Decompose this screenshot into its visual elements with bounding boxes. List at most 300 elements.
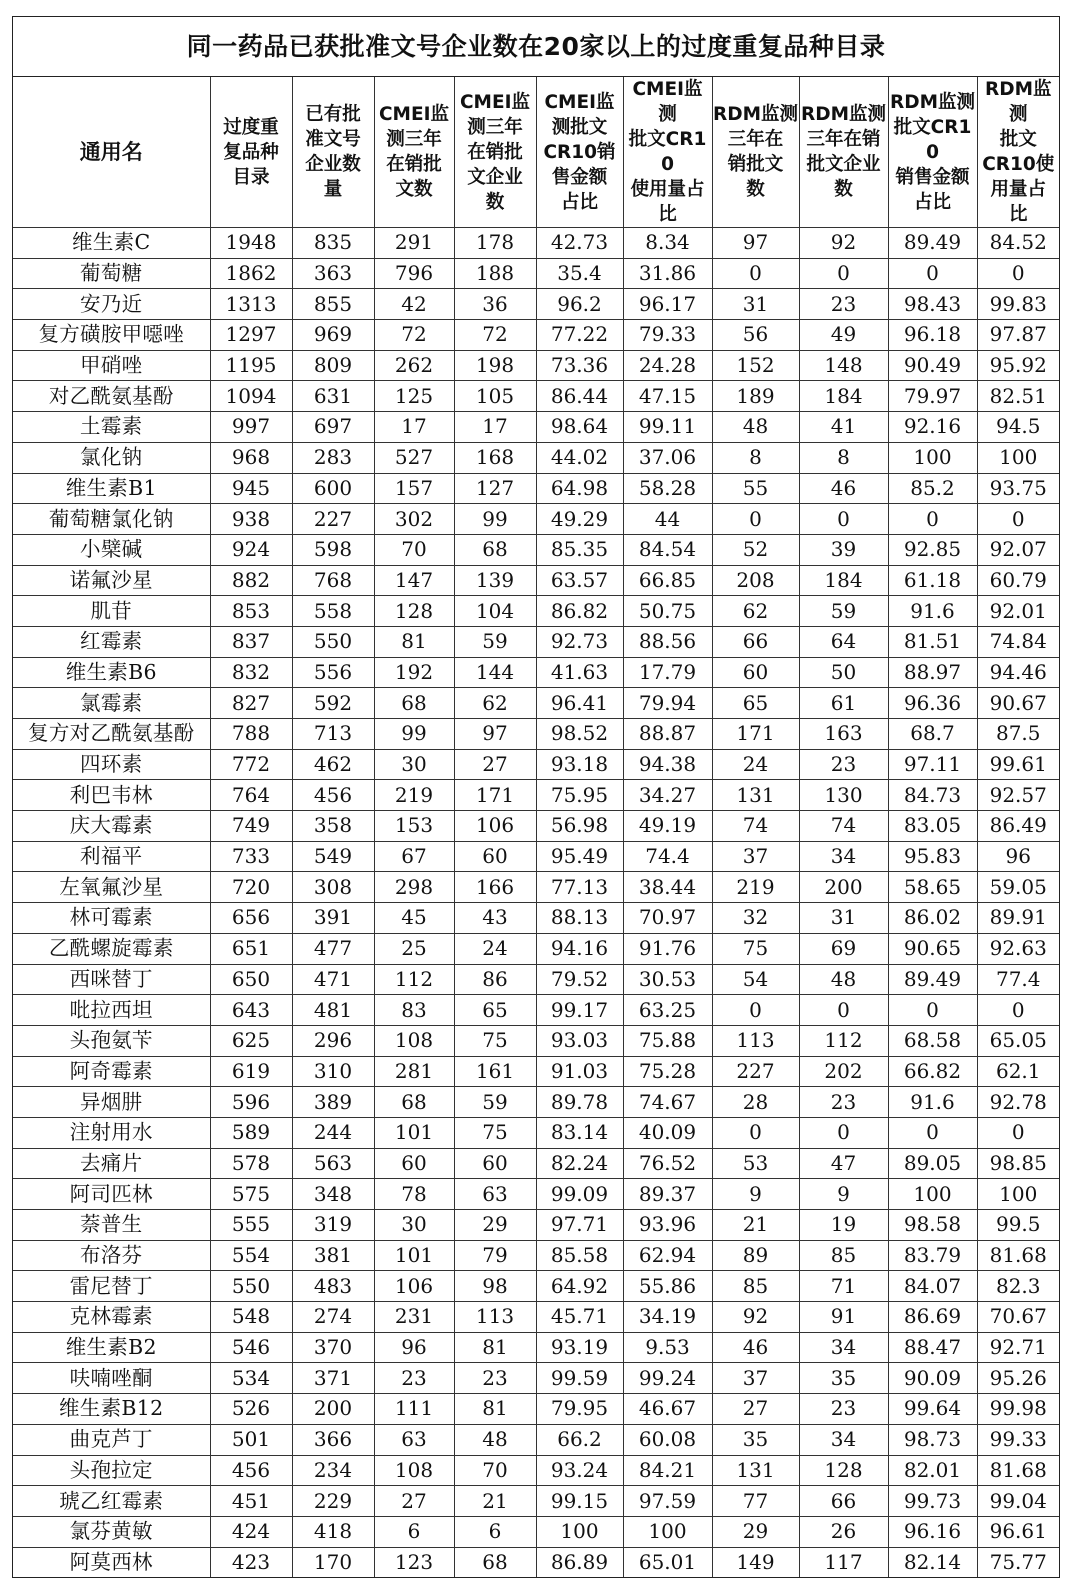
value-cell: 23 <box>799 1087 888 1118</box>
value-cell: 600 <box>292 473 374 504</box>
value-cell: 44 <box>623 504 712 535</box>
drug-name-cell: 头孢拉定 <box>13 1455 210 1486</box>
value-cell: 68 <box>374 1087 454 1118</box>
value-cell: 56.98 <box>536 811 623 842</box>
value-cell: 96.2 <box>536 289 623 320</box>
drug-name-cell: 庆大霉素 <box>13 811 210 842</box>
drug-name-cell: 曲克芦丁 <box>13 1424 210 1455</box>
drug-name-cell: 阿司匹林 <box>13 1179 210 1210</box>
column-header-4 <box>454 77 536 228</box>
value-cell: 0 <box>712 258 799 289</box>
value-cell: 98.43 <box>888 289 977 320</box>
value-cell: 656 <box>210 903 292 934</box>
value-cell: 208 <box>712 565 799 596</box>
value-cell: 58.28 <box>623 473 712 504</box>
column-header-line: 数 <box>834 179 853 200</box>
value-cell: 1094 <box>210 381 292 412</box>
value-cell: 88.13 <box>536 903 623 934</box>
value-cell: 68 <box>374 688 454 719</box>
drug-table <box>13 77 1059 1577</box>
drug-name-cell: 复方对乙酰氨基酚 <box>13 719 210 750</box>
value-cell: 589 <box>210 1117 292 1148</box>
column-header-line: 测批文 <box>551 116 608 138</box>
value-cell: 21 <box>454 1486 536 1517</box>
table-row <box>13 1148 1059 1179</box>
header-row <box>13 77 1059 228</box>
column-header-6 <box>623 77 712 228</box>
table-row <box>13 933 1059 964</box>
value-cell: 231 <box>374 1302 454 1333</box>
value-cell: 554 <box>210 1240 292 1271</box>
value-cell: 99.59 <box>536 1363 623 1394</box>
value-cell: 0 <box>977 995 1059 1026</box>
value-cell: 77 <box>712 1486 799 1517</box>
value-cell: 63.25 <box>623 995 712 1026</box>
value-cell: 96.36 <box>888 688 977 719</box>
value-cell: 370 <box>292 1332 374 1363</box>
value-cell: 391 <box>292 903 374 934</box>
value-cell: 79 <box>454 1240 536 1271</box>
value-cell: 1862 <box>210 258 292 289</box>
column-header-line: 企业数 <box>305 154 361 175</box>
value-cell: 139 <box>454 565 536 596</box>
value-cell: 70.97 <box>623 903 712 934</box>
value-cell: 32 <box>712 903 799 934</box>
value-cell: 113 <box>712 1025 799 1056</box>
value-cell: 1297 <box>210 320 292 351</box>
column-header-line: 占比 <box>913 191 951 213</box>
value-cell: 106 <box>454 811 536 842</box>
value-cell: 34.27 <box>623 780 712 811</box>
value-cell: 23 <box>374 1363 454 1394</box>
value-cell: 27 <box>374 1486 454 1517</box>
value-cell: 281 <box>374 1056 454 1087</box>
value-cell: 73.36 <box>536 350 623 381</box>
value-cell: 308 <box>292 872 374 903</box>
value-cell: 93.18 <box>536 749 623 780</box>
value-cell: 92.73 <box>536 626 623 657</box>
value-cell: 168 <box>454 442 536 473</box>
value-cell: 389 <box>292 1087 374 1118</box>
table-row <box>13 1394 1059 1425</box>
value-cell: 997 <box>210 412 292 443</box>
column-header-5 <box>536 77 623 228</box>
value-cell: 178 <box>454 228 536 259</box>
table-row <box>13 534 1059 565</box>
column-header-line: 过度重 <box>223 116 279 138</box>
value-cell: 48 <box>799 964 888 995</box>
value-cell: 99.24 <box>623 1363 712 1394</box>
value-cell: 549 <box>292 841 374 872</box>
value-cell: 85.35 <box>536 534 623 565</box>
drug-name-cell: 利巴韦林 <box>13 780 210 811</box>
value-cell: 42.73 <box>536 228 623 259</box>
value-cell: 75.28 <box>623 1056 712 1087</box>
value-cell: 47 <box>799 1148 888 1179</box>
value-cell: 6 <box>454 1516 536 1547</box>
column-header-line: 批文企业 <box>806 154 881 175</box>
value-cell: 89.37 <box>623 1179 712 1210</box>
value-cell: 95.26 <box>977 1363 1059 1394</box>
value-cell: 0 <box>977 258 1059 289</box>
table-row <box>13 1056 1059 1087</box>
value-cell: 46 <box>799 473 888 504</box>
drug-name-cell: 阿莫西林 <box>13 1547 210 1577</box>
value-cell: 21 <box>712 1210 799 1241</box>
drug-name-cell: 甲硝唑 <box>13 350 210 381</box>
table-row <box>13 688 1059 719</box>
value-cell: 52 <box>712 534 799 565</box>
value-cell: 59 <box>799 596 888 627</box>
value-cell: 262 <box>374 350 454 381</box>
value-cell: 77.4 <box>977 964 1059 995</box>
value-cell: 68 <box>454 534 536 565</box>
value-cell: 371 <box>292 1363 374 1394</box>
value-cell: 31 <box>799 903 888 934</box>
value-cell: 83 <box>374 995 454 1026</box>
value-cell: 37 <box>712 1363 799 1394</box>
value-cell: 79.94 <box>623 688 712 719</box>
value-cell: 125 <box>374 381 454 412</box>
value-cell: 149 <box>712 1547 799 1577</box>
value-cell: 23 <box>799 749 888 780</box>
table-row <box>13 1424 1059 1455</box>
value-cell: 53 <box>712 1148 799 1179</box>
value-cell: 86 <box>454 964 536 995</box>
column-header-line: 测三年 <box>386 129 442 150</box>
table-row <box>13 596 1059 627</box>
column-header-line: 用量占 <box>990 179 1046 200</box>
value-cell: 91 <box>799 1302 888 1333</box>
table-row <box>13 903 1059 934</box>
column-header-line: 数 <box>746 179 765 200</box>
value-cell: 17.79 <box>623 657 712 688</box>
value-cell: 144 <box>454 657 536 688</box>
table-title: 同一药品已获批准文号企业数在20家以上的过度重复品种目录 <box>13 17 1059 77</box>
value-cell: 37 <box>712 841 799 872</box>
value-cell: 96.17 <box>623 289 712 320</box>
table-row <box>13 811 1059 842</box>
value-cell: 945 <box>210 473 292 504</box>
value-cell: 66.82 <box>888 1056 977 1087</box>
column-header-line: 复品种 <box>223 141 279 163</box>
value-cell: 99.98 <box>977 1394 1059 1425</box>
value-cell: 0 <box>712 1117 799 1148</box>
value-cell: 713 <box>292 719 374 750</box>
value-cell: 65 <box>454 995 536 1026</box>
value-cell: 81.51 <box>888 626 977 657</box>
value-cell: 64.92 <box>536 1271 623 1302</box>
value-cell: 358 <box>292 811 374 842</box>
value-cell: 697 <box>292 412 374 443</box>
drug-name-cell: 琥乙红霉素 <box>13 1486 210 1517</box>
value-cell: 91.6 <box>888 596 977 627</box>
value-cell: 283 <box>292 442 374 473</box>
table-row <box>13 1302 1059 1333</box>
value-cell: 99.09 <box>536 1179 623 1210</box>
value-cell: 310 <box>292 1056 374 1087</box>
value-cell: 97.59 <box>623 1486 712 1517</box>
value-cell: 556 <box>292 657 374 688</box>
value-cell: 66 <box>799 1486 888 1517</box>
value-cell: 45.71 <box>536 1302 623 1333</box>
value-cell: 84.52 <box>977 228 1059 259</box>
table-row <box>13 1025 1059 1056</box>
value-cell: 0 <box>799 258 888 289</box>
drug-name-cell: 吡拉西坦 <box>13 995 210 1026</box>
table-row <box>13 872 1059 903</box>
value-cell: 36 <box>454 289 536 320</box>
value-cell: 100 <box>888 1179 977 1210</box>
value-cell: 72 <box>374 320 454 351</box>
document-page <box>12 16 1060 1578</box>
value-cell: 89.78 <box>536 1087 623 1118</box>
value-cell: 92.71 <box>977 1332 1059 1363</box>
value-cell: 8 <box>799 442 888 473</box>
column-header-line: RDM监测 <box>800 104 886 125</box>
column-header-line: CMEI监 <box>544 91 615 113</box>
value-cell: 625 <box>210 1025 292 1056</box>
value-cell: 65.01 <box>623 1547 712 1577</box>
value-cell: 1195 <box>210 350 292 381</box>
column-header-line: 批文 <box>999 129 1037 150</box>
value-cell: 348 <box>292 1179 374 1210</box>
table-row <box>13 964 1059 995</box>
value-cell: 772 <box>210 749 292 780</box>
value-cell: 94.5 <box>977 412 1059 443</box>
value-cell: 0 <box>888 504 977 535</box>
drug-name-cell: 克林霉素 <box>13 1302 210 1333</box>
drug-name-cell: 维生素C <box>13 228 210 259</box>
value-cell: 99.11 <box>623 412 712 443</box>
value-cell: 96 <box>977 841 1059 872</box>
value-cell: 827 <box>210 688 292 719</box>
value-cell: 302 <box>374 504 454 535</box>
table-row <box>13 1179 1059 1210</box>
value-cell: 96.41 <box>536 688 623 719</box>
value-cell: 98.52 <box>536 719 623 750</box>
value-cell: 578 <box>210 1148 292 1179</box>
value-cell: 89.91 <box>977 903 1059 934</box>
value-cell: 59.05 <box>977 872 1059 903</box>
value-cell: 98.85 <box>977 1148 1059 1179</box>
value-cell: 170 <box>292 1547 374 1577</box>
drug-name-cell: 红霉素 <box>13 626 210 657</box>
column-header-0 <box>13 77 210 228</box>
value-cell: 96.18 <box>888 320 977 351</box>
value-cell: 90.49 <box>888 350 977 381</box>
value-cell: 483 <box>292 1271 374 1302</box>
value-cell: 85.58 <box>536 1240 623 1271</box>
value-cell: 49.19 <box>623 811 712 842</box>
table-header <box>13 77 1059 228</box>
value-cell: 89.05 <box>888 1148 977 1179</box>
table-row <box>13 1271 1059 1302</box>
value-cell: 9.53 <box>623 1332 712 1363</box>
table-row <box>13 1240 1059 1271</box>
value-cell: 77.13 <box>536 872 623 903</box>
value-cell: 8.34 <box>623 228 712 259</box>
value-cell: 112 <box>374 964 454 995</box>
column-header-line: 批文CR10 <box>628 129 707 175</box>
value-cell: 0 <box>799 504 888 535</box>
value-cell: 147 <box>374 565 454 596</box>
value-cell: 48 <box>712 412 799 443</box>
value-cell: 27 <box>454 749 536 780</box>
value-cell: 0 <box>888 258 977 289</box>
value-cell: 99.04 <box>977 1486 1059 1517</box>
value-cell: 9 <box>799 1179 888 1210</box>
value-cell: 166 <box>454 872 536 903</box>
value-cell: 79.52 <box>536 964 623 995</box>
value-cell: 643 <box>210 995 292 1026</box>
value-cell: 75 <box>454 1117 536 1148</box>
table-row <box>13 473 1059 504</box>
table-row <box>13 1087 1059 1118</box>
value-cell: 0 <box>712 995 799 1026</box>
value-cell: 24 <box>712 749 799 780</box>
value-cell: 69 <box>799 933 888 964</box>
value-cell: 88.47 <box>888 1332 977 1363</box>
value-cell: 75.77 <box>977 1547 1059 1577</box>
value-cell: 29 <box>454 1210 536 1241</box>
value-cell: 200 <box>292 1394 374 1425</box>
table-row <box>13 1363 1059 1394</box>
value-cell: 157 <box>374 473 454 504</box>
value-cell: 202 <box>799 1056 888 1087</box>
value-cell: 70 <box>374 534 454 565</box>
value-cell: 66.2 <box>536 1424 623 1455</box>
value-cell: 85 <box>712 1271 799 1302</box>
table-row <box>13 504 1059 535</box>
value-cell: 17 <box>374 412 454 443</box>
table-row <box>13 657 1059 688</box>
value-cell: 91.03 <box>536 1056 623 1087</box>
value-cell: 198 <box>454 350 536 381</box>
value-cell: 477 <box>292 933 374 964</box>
value-cell: 501 <box>210 1424 292 1455</box>
value-cell: 43 <box>454 903 536 934</box>
value-cell: 86.02 <box>888 903 977 934</box>
table-row <box>13 1210 1059 1241</box>
value-cell: 104 <box>454 596 536 627</box>
value-cell: 83.14 <box>536 1117 623 1148</box>
value-cell: 100 <box>977 1179 1059 1210</box>
value-cell: 70 <box>454 1455 536 1486</box>
value-cell: 86.44 <box>536 381 623 412</box>
value-cell: 34 <box>799 1332 888 1363</box>
value-cell: 60 <box>454 1148 536 1179</box>
value-cell: 809 <box>292 350 374 381</box>
value-cell: 456 <box>210 1455 292 1486</box>
value-cell: 192 <box>374 657 454 688</box>
value-cell: 17 <box>454 412 536 443</box>
drug-name-cell: 阿奇霉素 <box>13 1056 210 1087</box>
value-cell: 0 <box>799 1117 888 1148</box>
value-cell: 0 <box>977 504 1059 535</box>
value-cell: 90.67 <box>977 688 1059 719</box>
value-cell: 79.33 <box>623 320 712 351</box>
value-cell: 548 <box>210 1302 292 1333</box>
table-row <box>13 289 1059 320</box>
value-cell: 733 <box>210 841 292 872</box>
value-cell: 423 <box>210 1547 292 1577</box>
value-cell: 97.87 <box>977 320 1059 351</box>
value-cell: 835 <box>292 228 374 259</box>
value-cell: 161 <box>454 1056 536 1087</box>
value-cell: 97 <box>712 228 799 259</box>
value-cell: 48 <box>454 1424 536 1455</box>
column-header-line: 销售金额 <box>895 166 970 188</box>
value-cell: 108 <box>374 1025 454 1056</box>
value-cell: 66.85 <box>623 565 712 596</box>
value-cell: 91.76 <box>623 933 712 964</box>
table-row <box>13 1332 1059 1363</box>
value-cell: 274 <box>292 1302 374 1333</box>
column-header-line: 占比 <box>560 191 598 213</box>
value-cell: 56 <box>712 320 799 351</box>
table-row <box>13 381 1059 412</box>
value-cell: 651 <box>210 933 292 964</box>
value-cell: 63 <box>374 1424 454 1455</box>
value-cell: 98.58 <box>888 1210 977 1241</box>
value-cell: 74 <box>799 811 888 842</box>
value-cell: 592 <box>292 688 374 719</box>
value-cell: 98 <box>454 1271 536 1302</box>
drug-name-cell: 肌苷 <box>13 596 210 627</box>
value-cell: 92.78 <box>977 1087 1059 1118</box>
value-cell: 37.06 <box>623 442 712 473</box>
drug-name-cell: 维生素B12 <box>13 1394 210 1425</box>
column-header-line: CMEI监 <box>378 104 449 125</box>
value-cell: 45 <box>374 903 454 934</box>
value-cell: 100 <box>888 442 977 473</box>
table-row <box>13 841 1059 872</box>
value-cell: 128 <box>374 596 454 627</box>
value-cell: 244 <box>292 1117 374 1148</box>
value-cell: 35 <box>799 1363 888 1394</box>
table-body <box>13 228 1059 1578</box>
value-cell: 99 <box>374 719 454 750</box>
column-header-7 <box>712 77 799 228</box>
value-cell: 64 <box>799 626 888 657</box>
column-header-2 <box>292 77 374 228</box>
table-row <box>13 228 1059 259</box>
value-cell: 99.5 <box>977 1210 1059 1241</box>
value-cell: 97 <box>454 719 536 750</box>
value-cell: 123 <box>374 1547 454 1577</box>
value-cell: 837 <box>210 626 292 657</box>
value-cell: 68.7 <box>888 719 977 750</box>
column-header-line: CR10销 <box>543 141 616 163</box>
column-header-8 <box>799 77 888 228</box>
value-cell: 768 <box>292 565 374 596</box>
value-cell: 74.84 <box>977 626 1059 657</box>
value-cell: 764 <box>210 780 292 811</box>
value-cell: 319 <box>292 1210 374 1241</box>
value-cell: 75.95 <box>536 780 623 811</box>
value-cell: 63 <box>454 1179 536 1210</box>
value-cell: 49 <box>799 320 888 351</box>
value-cell: 89.49 <box>888 228 977 259</box>
value-cell: 227 <box>292 504 374 535</box>
value-cell: 832 <box>210 657 292 688</box>
drug-name-cell: 异烟肼 <box>13 1087 210 1118</box>
drug-name-cell: 林可霉素 <box>13 903 210 934</box>
value-cell: 82.24 <box>536 1148 623 1179</box>
value-cell: 153 <box>374 811 454 842</box>
value-cell: 882 <box>210 565 292 596</box>
